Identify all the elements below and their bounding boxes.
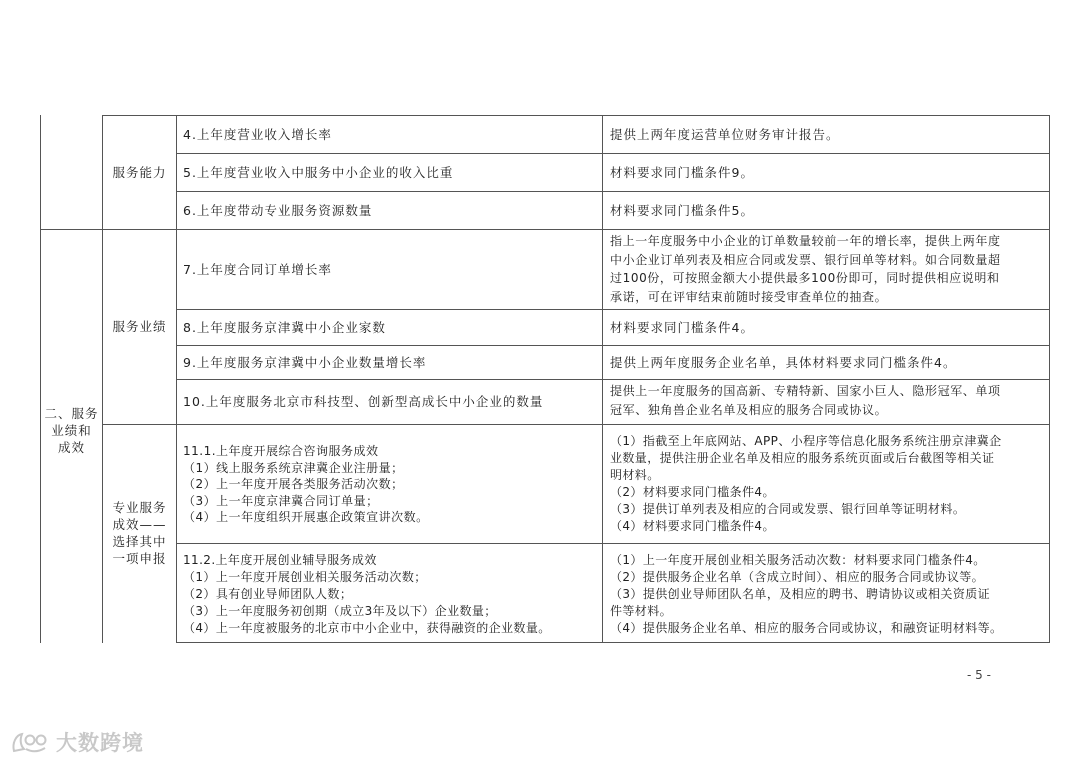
material-text: 承诺，可在评审结束前随时接受审查单位的抽查。	[610, 289, 888, 304]
indicator-text: 10.上年度服务北京市科技型、创新型高成长中小企业的数量	[183, 394, 544, 409]
category-label: 二、服务	[44, 406, 99, 421]
indicator-cell	[183, 379, 598, 424]
criteria-table	[40, 115, 1051, 643]
group-label: 服务业绩	[112, 319, 167, 334]
indicator-text: （1）上一年度开展创业相关服务活动次数；	[183, 570, 427, 584]
material-text: 提供上一年度服务的国高新、专精特新、国家小巨人、隐形冠军、单项	[610, 384, 1001, 398]
indicator-cell	[183, 191, 598, 229]
indicator-cell	[183, 443, 598, 526]
material-text: （4）提供服务企业名单、相应的服务合同或协议，和融资证明材料等。	[610, 621, 1003, 635]
row-line	[176, 543, 1050, 544]
page-number: - 5 -	[967, 668, 991, 682]
indicator-cell	[183, 309, 598, 345]
group-label: 服务能力	[112, 164, 167, 180]
material-text: （4）材料要求同门槛条件4。	[610, 519, 775, 533]
group-label: 专业服务	[112, 500, 167, 515]
indicator-text: （3）上一年度服务初创期（成立3年及以下）企业数量；	[183, 604, 497, 618]
indicator-cell	[183, 552, 598, 637]
group-label: 选择其中	[112, 534, 167, 549]
material-cell	[610, 345, 1046, 379]
material-text: 冠军、独角兽企业名单及相应的服务合同或协议。	[610, 403, 888, 417]
material-text: 材料要求同门槛条件5。	[610, 202, 754, 218]
indicator-cell	[183, 115, 598, 153]
indicator-text: 11.1.上年度开展综合咨询服务成效	[183, 444, 379, 458]
indicator-text: （2）具有创业导师团队人数；	[183, 587, 353, 601]
category-cell	[41, 405, 102, 456]
watermark-logo-icon	[10, 729, 50, 755]
indicator-text: 8.上年度服务京津冀中小企业家数	[183, 319, 386, 335]
material-cell	[610, 232, 1046, 306]
indicator-text: 5.上年度营业收入中服务中小企业的收入比重	[183, 164, 454, 180]
watermark	[10, 727, 144, 757]
row-line-bottom	[176, 642, 1050, 643]
indicator-cell	[183, 229, 598, 309]
material-text: （1）指截至上年底网站、APP、小程序等信息化服务系统注册京津冀企	[610, 434, 1002, 448]
material-cell	[610, 552, 1046, 637]
indicator-text: 4.上年度营业收入增长率	[183, 126, 332, 142]
material-text: 材料要求同门槛条件4。	[610, 319, 754, 335]
indicator-text: （2）上一年度开展各类服务活动次数；	[183, 477, 404, 491]
material-text: （2）材料要求同门槛条件4。	[610, 485, 775, 499]
indicator-text: （1）线上服务系统京津冀企业注册量；	[183, 460, 404, 475]
material-text: （1）上一年度开展创业相关服务活动次数：材料要求同门槛条件4。	[610, 553, 986, 567]
material-text: 中小企业订单列表及相应合同或发票、银行回单等材料。如合同数量超	[610, 252, 1001, 267]
material-cell	[610, 191, 1046, 229]
material-text: 业数量，提供注册企业名单及相应的服务系统页面或后台截图等相关证	[610, 451, 995, 465]
group-special-effect	[103, 499, 176, 567]
indicator-text: 6.上年度带动专业服务资源数量	[183, 202, 373, 218]
watermark-text: 大数跨境	[56, 731, 144, 755]
indicator-text: 7.上年度合同订单增长率	[183, 261, 332, 277]
indicator-cell	[183, 153, 598, 191]
indicator-text: （4）上一年度被服务的北京市中小企业中，获得融资的企业数量。	[183, 621, 551, 635]
material-cell	[610, 433, 1046, 535]
group-service-performance	[103, 229, 176, 424]
material-text: （2）提供服务企业名单（含成立时间）、相应的服务合同或协议等。	[610, 570, 985, 584]
group-service-capacity	[103, 115, 176, 229]
material-text: 提供上两年度运营单位财务审计报告。	[610, 126, 840, 142]
indicator-text: 11.2.上年度开展创业辅导服务成效	[183, 553, 377, 567]
material-cell	[610, 382, 1046, 420]
material-cell	[610, 115, 1046, 153]
group-label: 一项申报	[112, 551, 167, 566]
material-text: 材料要求同门槛条件9。	[610, 164, 754, 180]
category-label: 成效	[57, 440, 85, 455]
material-text: 过100份，可按照金额大小提供最多100份即可，同时提供相应说明和	[610, 271, 1000, 285]
material-text: 件等材料。	[610, 604, 673, 618]
group-label: 成效——	[112, 517, 167, 532]
indicator-cell	[183, 345, 598, 379]
material-cell	[610, 153, 1046, 191]
table-border-left	[40, 115, 41, 643]
material-text: （3）提供订单列表及相应的合同或发票、银行回单等证明材料。	[610, 502, 966, 516]
category-label: 业绩和	[51, 423, 92, 438]
indicator-text: 9.上年度服务京津冀中小企业数量增长率	[183, 354, 427, 370]
indicator-text: （4）上一年度组织开展惠企政策宣讲次数。	[183, 510, 429, 524]
material-cell	[610, 309, 1046, 345]
material-text: 提供上两年度服务企业名单，具体材料要求同门槛条件4。	[610, 354, 957, 370]
row-line	[102, 424, 1050, 425]
material-text: （3）提供创业导师团队名单，及相应的聘书、聘请协议或相关资质证	[610, 587, 991, 601]
indicator-text: （3）上一年度京津冀合同订单量；	[183, 493, 379, 508]
material-text: 指上一年度服务中小企业的订单数量较前一年的增长率，提供上两年度	[610, 234, 1001, 248]
material-text: 明材料。	[610, 468, 660, 482]
